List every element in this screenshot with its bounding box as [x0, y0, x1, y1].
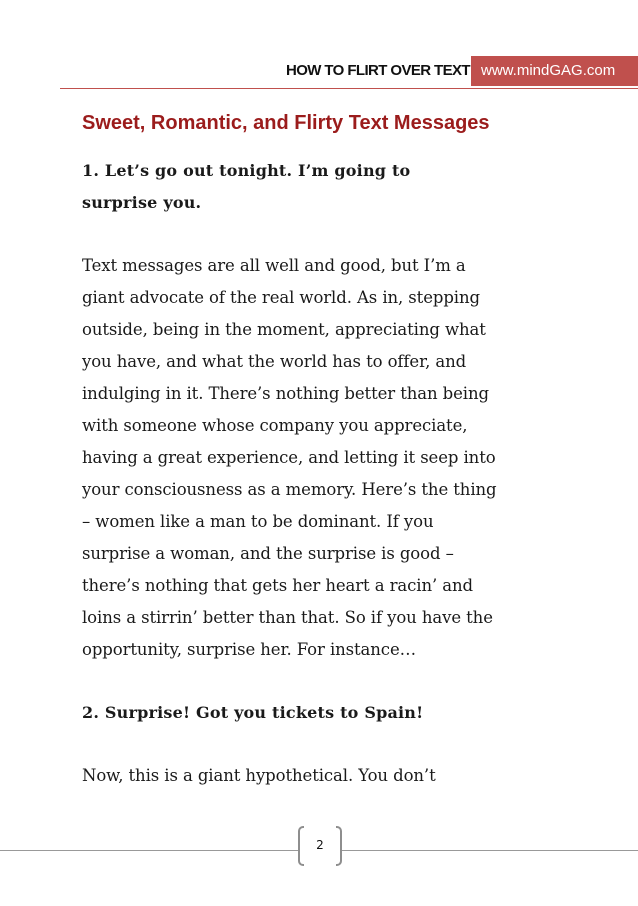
section-heading: Sweet, Romantic, and Flirty Text Messages	[82, 112, 490, 134]
item-2-heading: 2. Surprise! Got you tickets to Spain!	[82, 703, 424, 722]
paragraph-line: surprise a woman, and the surprise is good –	[82, 544, 454, 563]
paragraph-line: – women like a man to be dominant. If you	[82, 512, 434, 531]
paragraph-line: having a great experience, and letting it seep into	[82, 448, 496, 467]
paragraph-line: you have, and what the world has to offer, and	[82, 352, 467, 371]
header-rule	[60, 88, 638, 89]
site-url-badge: www.mindGAG.com	[471, 56, 638, 86]
spacer	[82, 729, 562, 760]
page-number: 2	[316, 838, 324, 852]
paragraph-line: with someone whose company you appreciate,	[82, 416, 468, 435]
paragraph-line: loins a stirrin’ better than that. So if you have the	[82, 608, 493, 627]
document-title: HOW TO FLIRT OVER TEXT	[285, 62, 470, 79]
paragraph-line: your consciousness as a memory. Here’s the thing	[82, 480, 497, 499]
item-1-heading-line-2: surprise you.	[82, 193, 202, 212]
spacer	[82, 219, 562, 250]
paragraph-line: indulging in it. There’s nothing better than being	[82, 384, 489, 403]
footer-rule-left	[0, 850, 298, 851]
paragraph-line: there’s nothing that gets her heart a racin’ and	[82, 576, 473, 595]
item-1-heading-line-1: 1. Let’s go out tonight. I’m going to	[82, 161, 411, 180]
footer-rule-right	[342, 850, 638, 851]
paragraph-line: Now, this is a giant hypothetical. You don’t	[82, 766, 436, 785]
page-content	[82, 155, 562, 792]
paragraph-line: giant advocate of the real world. As in, stepping	[82, 288, 480, 307]
paragraph-line: opportunity, surprise her. For instance…	[82, 640, 417, 659]
paragraph-line: outside, being in the moment, appreciating what	[82, 320, 486, 339]
paragraph-line: Text messages are all well and good, but I’m a	[82, 256, 466, 275]
spacer	[82, 666, 562, 697]
page-header	[0, 56, 638, 88]
